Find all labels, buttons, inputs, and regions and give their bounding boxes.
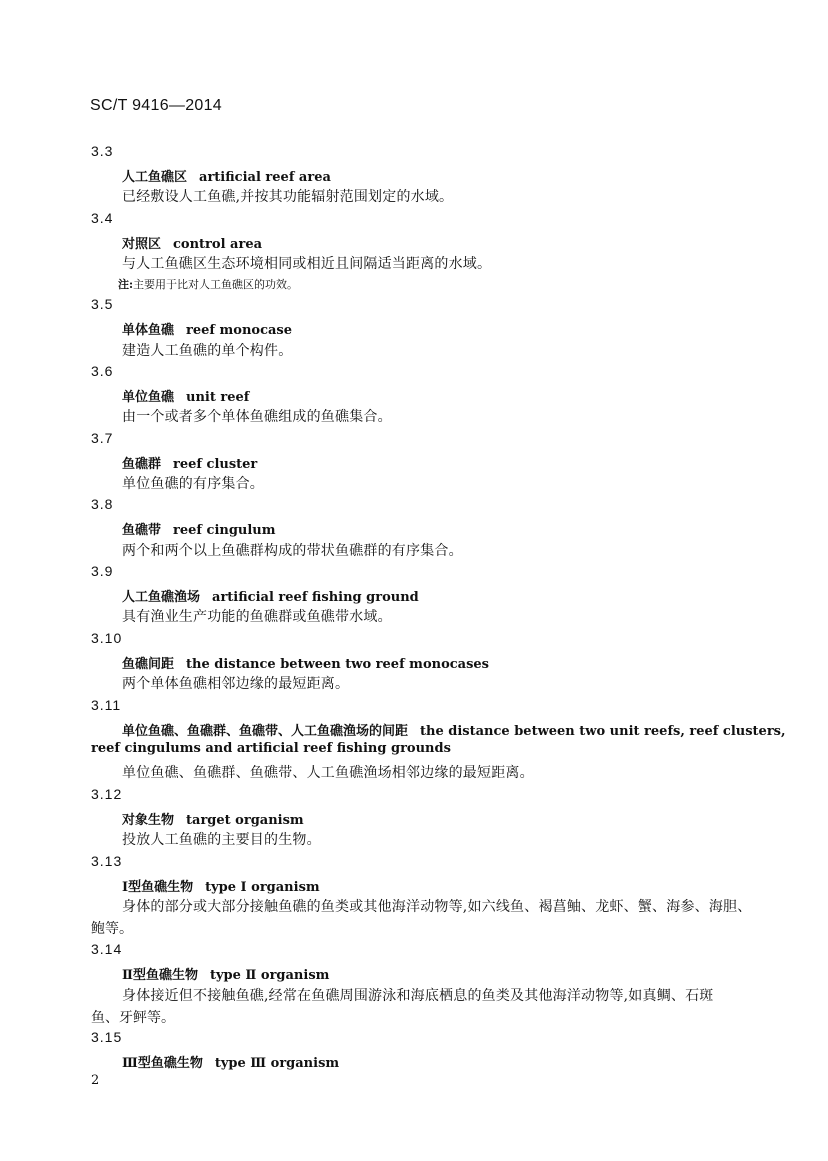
term-en: type I organism [205, 880, 320, 895]
term-heading [122, 453, 257, 472]
term-heading [122, 720, 786, 739]
term-cn: 人工鱼礁渔场 [122, 590, 201, 605]
term-definition: 单位鱼礁的有序集合。 [122, 476, 264, 492]
clause-number: 3.7 [91, 430, 114, 446]
term-heading [122, 233, 262, 252]
clause-number: 3.10 [91, 630, 123, 646]
term-heading [122, 964, 329, 983]
clause-number: 3.13 [91, 853, 123, 869]
term-heading [122, 519, 276, 538]
term-note [118, 276, 298, 292]
term-heading [122, 166, 331, 185]
term-en: artificial reef fishing ground [212, 590, 419, 605]
term-heading [122, 653, 489, 672]
term-heading [122, 319, 292, 338]
clause-number: 3.11 [91, 697, 122, 713]
term-en: reef monocase [186, 323, 293, 338]
term-cn: 人工鱼礁区 [122, 170, 188, 185]
term-definition: 单位鱼礁、鱼礁群、鱼礁带、人工鱼礁渔场相邻边缘的最短距离。 [122, 765, 534, 781]
term-cn: 单体鱼礁 [122, 323, 175, 338]
clause-number: 3.12 [91, 786, 123, 802]
term-definition: 由一个或者多个单体鱼礁组成的鱼礁集合。 [122, 409, 392, 425]
term-cn: Ⅲ型鱼礁生物 [122, 1056, 203, 1071]
term-cn: 单位鱼礁 [122, 390, 175, 405]
clause-number: 3.15 [91, 1029, 123, 1045]
term-definition: 已经敷设人工鱼礁,并按其功能辐射范围划定的水域。 [122, 189, 454, 205]
term-heading [122, 809, 304, 828]
term-en-continued: reef cingulums and artificial reef fishing grounds [91, 741, 451, 756]
clause-number: 3.4 [91, 210, 114, 226]
term-cn: Ⅰ型鱼礁生物 [122, 880, 194, 895]
term-definition-continued: 鲍等。 [91, 921, 133, 937]
term-cn: 单位鱼礁、鱼礁群、鱼礁带、人工鱼礁渔场的间距 [122, 724, 409, 739]
term-en: the distance between two reef monocases [186, 657, 489, 672]
term-definition: 具有渔业生产功能的鱼礁群或鱼礁带水域。 [122, 609, 392, 625]
note-label: 注: [118, 278, 134, 291]
clause-number: 3.14 [91, 941, 123, 957]
note-text: 主要用于比对人工鱼礁区的功效。 [133, 278, 299, 291]
page-number: 2 [91, 1073, 100, 1088]
term-en: reef cluster [173, 457, 258, 472]
term-en: reef cingulum [173, 523, 276, 538]
term-en: artificial reef area [199, 170, 331, 185]
clause-number: 3.8 [91, 496, 114, 512]
term-heading [122, 876, 320, 895]
term-definition: 身体的部分或大部分接触鱼礁的鱼类或其他海洋动物等,如六线鱼、褐菖鲉、龙虾、蟹、海参、海胆、 [122, 899, 752, 915]
term-cn: 鱼礁带 [122, 523, 162, 538]
term-heading [122, 1052, 339, 1071]
term-definition: 两个单体鱼礁相邻边缘的最短距离。 [122, 676, 350, 692]
term-heading [122, 386, 249, 405]
term-definition: 身体接近但不接触鱼礁,经常在鱼礁周围游泳和海底栖息的鱼类及其他海洋动物等,如真鲷、石斑 [122, 988, 714, 1004]
term-cn: 鱼礁群 [122, 457, 162, 472]
term-en: the distance between two unit reefs, reef clusters, [420, 724, 786, 739]
term-heading [122, 586, 419, 605]
term-en: unit reef [186, 390, 250, 405]
document-header-code: SC/T 9416—2014 [90, 97, 222, 114]
clause-number: 3.6 [91, 363, 114, 379]
term-en: type Ⅱ organism [209, 968, 330, 983]
clause-number: 3.5 [91, 296, 114, 312]
term-definition: 两个和两个以上鱼礁群构成的带状鱼礁群的有序集合。 [122, 543, 463, 559]
term-en: control area [173, 237, 263, 252]
term-definition: 与人工鱼礁区生态环境相同或相近且间隔适当距离的水域。 [122, 256, 492, 272]
term-cn: Ⅱ型鱼礁生物 [122, 968, 198, 983]
term-definition-continued: 鱼、牙鲆等。 [91, 1010, 175, 1026]
term-definition: 投放人工鱼礁的主要目的生物。 [122, 832, 321, 848]
term-en: target organism [186, 813, 304, 828]
clause-number: 3.3 [91, 143, 114, 159]
term-cn: 对照区 [122, 237, 162, 252]
clause-number: 3.9 [91, 563, 114, 579]
term-definition: 建造人工鱼礁的单个构件。 [122, 343, 293, 359]
term-cn: 鱼礁间距 [122, 657, 175, 672]
term-en: type Ⅲ organism [214, 1056, 340, 1071]
term-cn: 对象生物 [122, 813, 175, 828]
